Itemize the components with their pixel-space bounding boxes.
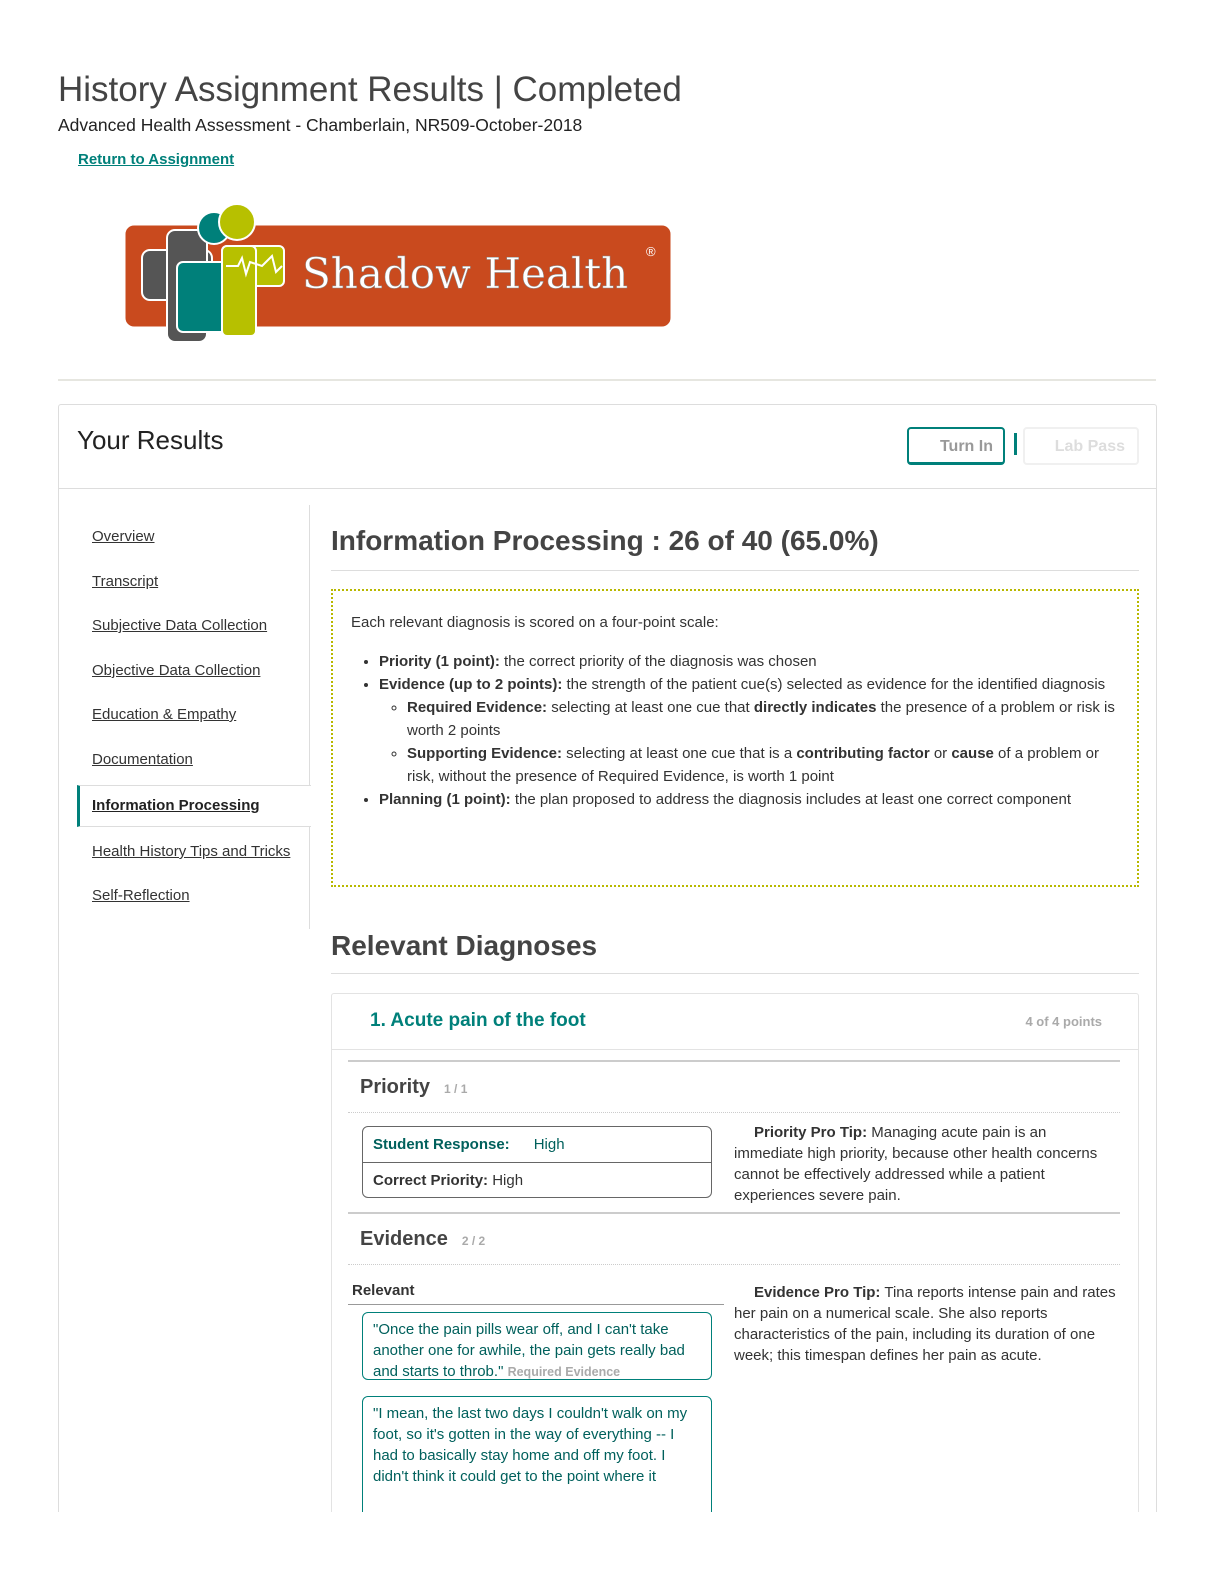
results-title: Your Results	[77, 425, 224, 455]
diagnosis-title[interactable]: 1. Acute pain of the foot	[370, 1010, 586, 1031]
relevant-label: Relevant	[352, 1282, 415, 1299]
intro-text: Each relevant diagnosis is scored on a four-point scale:	[351, 614, 719, 631]
scoring-info-box: Each relevant diagnosis is scored on a four-point scale: • Priority (1 point): the correct priority of the diagnosis was chosen • Evidence (up to 2 points): the strength of the patient cue(s) selected as evidence for the identified diagnosis ◦ Required Evidence: selecting at least one cue that directly indicates the presence of a problem or risk is worth 2 points ◦ Supporting Evidence: selecting at least one cue that is a contributing factor or cause of a problem or risk, without the presence of Required Evidence, is worth 1 point • Planning (1 point): the plan proposed to address the diagnosis includes at least one correct component	[331, 589, 1139, 887]
evidence-item: "Once the pain pills wear off, and I can't take another one for awhile, the pain gets really bad and starts to throb." Required Evidence	[362, 1312, 712, 1380]
diagnosis-card	[331, 993, 1139, 1512]
sidebar-item-objective[interactable]: Objective Data Collection	[92, 662, 261, 679]
page-title: History Assignment Results | Completed	[58, 70, 682, 109]
divider	[331, 973, 1139, 974]
svg-text:®: ®	[646, 244, 656, 259]
sidebar-nav	[77, 505, 310, 929]
sidebar-item-transcript[interactable]: Transcript	[92, 573, 159, 590]
divider	[331, 570, 1139, 571]
sidebar-item-tips[interactable]: Health History Tips and Tricks	[92, 843, 291, 860]
priority-pro-tip: Priority Pro Tip: Managing acute pain is an immediate high priority, because other health concerns cannot be effectively addressed while a patient experiences severe pain.	[734, 1124, 1098, 1204]
sidebar-item-information-processing[interactable]: Information Processing	[92, 797, 260, 814]
priority-table: Student Response: High Correct Priority: High	[362, 1126, 712, 1198]
evidence-pro-tip: Evidence Pro Tip: Tina reports intense pain and rates her pain on a numerical scale. She also reports characteristics of the pain, including its duration of one week; this timespan defines her pain as acute.	[734, 1284, 1116, 1364]
evidence-section-title: Evidence 2 / 2	[360, 1228, 486, 1250]
evidence-item: "I mean, the last two days I couldn't walk on my foot, so it's gotten in the way of everything -- I had to basically stay home and off my foot. I didn't think it could get to the point where it	[362, 1396, 712, 1512]
svg-text:Shadow Health: Shadow Health	[302, 249, 629, 298]
shadow-health-logo	[122, 200, 674, 348]
sidebar-item-overview[interactable]: Overview	[92, 528, 155, 545]
sidebar-item-documentation[interactable]: Documentation	[92, 751, 193, 768]
priority-section-title: Priority 1 / 1	[360, 1076, 468, 1098]
course-subtitle: Advanced Health Assessment - Chamberlain, NR509-October-2018	[58, 115, 583, 135]
button-separator	[1014, 433, 1017, 455]
sidebar-item-subjective[interactable]: Subjective Data Collection	[92, 617, 268, 634]
section-heading: Information Processing : 26 of 40 (65.0%)	[331, 525, 879, 556]
divider	[58, 379, 1156, 381]
sidebar-item-self-reflection[interactable]: Self-Reflection	[92, 887, 190, 904]
diagnosis-points: 4 of 4 points	[1025, 1014, 1102, 1029]
turn-in-button[interactable]: Turn In	[907, 427, 1005, 465]
results-header	[59, 405, 1156, 489]
results-panel	[58, 404, 1157, 1512]
return-to-assignment-link[interactable]: Return to Assignment	[78, 151, 235, 168]
lab-pass-button[interactable]: Lab Pass	[1023, 427, 1139, 465]
relevant-diagnoses-heading: Relevant Diagnoses	[331, 930, 598, 961]
sidebar-item-education[interactable]: Education & Empathy	[92, 706, 237, 723]
